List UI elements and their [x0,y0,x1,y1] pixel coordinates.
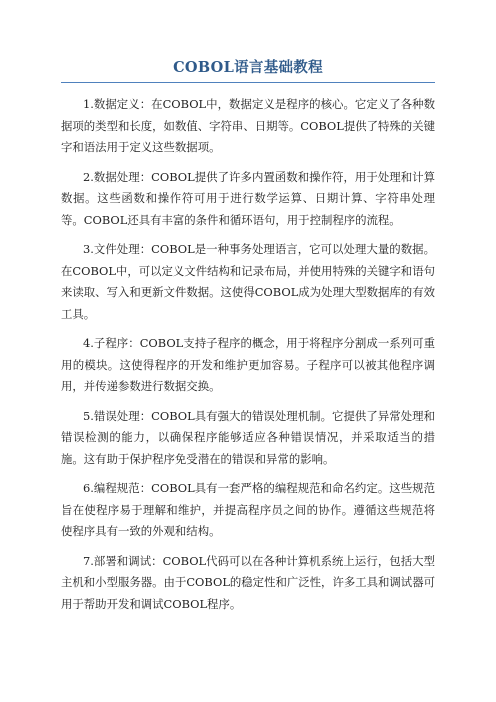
document-title: COBOL语言基础教程 [173,59,323,76]
title-underline [61,82,435,83]
paragraph-error-handling: 5.错误处理：COBOL具有强大的错误处理机制。它提供了异常处理和错误检测的能力，以确保程序能够适应各种错误情况，并采取适当的措施。这有助于保护程序免受潜在的错误和异常的影响。 [61,408,435,466]
paragraph-subprograms: 4.子程序：COBOL支持子程序的概念，用于将程序分割成一系列可重用的模块。这使得程序的开发和维护更加容易。子程序可以被其他程序调用，并传递参数进行数据交换。 [61,336,435,393]
paragraph-deployment-debugging: 7.部署和调试：COBOL代码可以在各种计算机系统上运行，包括大型主机和小型服务器。由于COBOL的稳定性和广泛性，许多工具和调试器可用于帮助开发和调试COBOL程序。 [61,553,435,611]
paragraph-coding-standards: 6.编程规范：COBOL具有一套严格的编程规范和命名约定。这些规范旨在使程序易于理解和维护，并提高程序员之间的协作。遵循这些规范将使程序具有一致的外观和结构。 [61,481,435,538]
paragraph-file-processing: 3.文件处理：COBOL是一种事务处理语言，它可以处理大量的数据。在COBOL中，可以定义文件结构和记录布局，并使用特殊的关键字和语句来读取、写入和更新文件数据。这使得COBOL成为处理大型数据库的有效工具。 [61,242,435,321]
paragraph-data-processing: 2.数据处理：COBOL提供了许多内置函数和操作符，用于处理和计算数据。这些函数和操作符可用于进行数学运算、日期计算、字符串处理等。COBOL还具有丰富的条件和循环语句，用于控制程序的流程。 [61,169,435,227]
paragraph-data-definition: 1.数据定义：在COBOL中，数据定义是程序的核心。它定义了各种数据项的类型和长度，如数值、字符串、日期等。COBOL提供了特殊的关键字和语法用于定义这些数据项。 [61,97,435,154]
